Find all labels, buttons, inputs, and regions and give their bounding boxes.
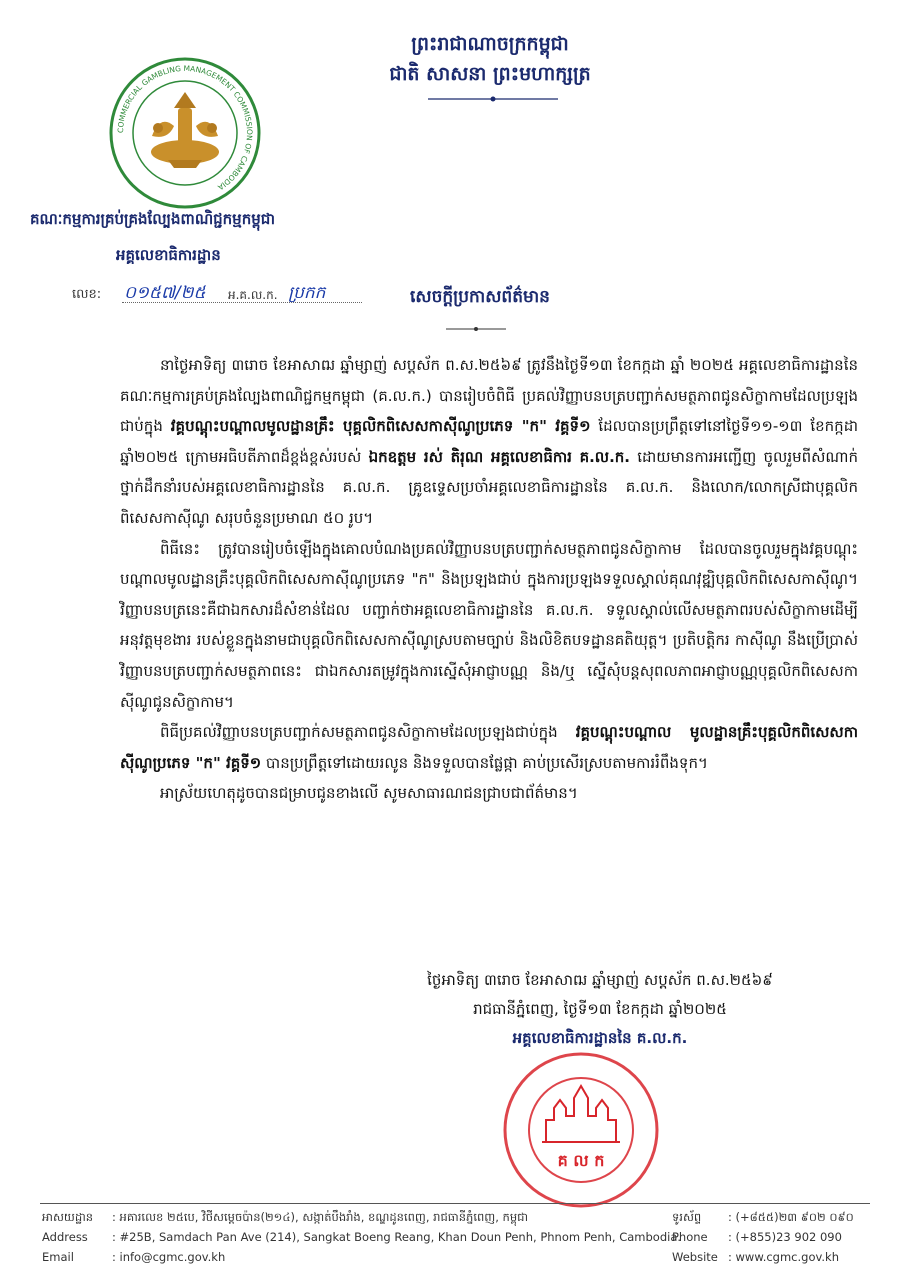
website-link[interactable]: : www.cgmc.gov.kh (728, 1250, 840, 1264)
closing-block (360, 966, 840, 1053)
email-link[interactable]: : info@cgmc.gov.kh (112, 1250, 226, 1264)
title-ornament (446, 326, 506, 332)
lunar-date: ថ្ងៃអាទិត្យ ៣រោច ខែអាសាឍ ឆ្នាំម្សាញ់ សប្តស័ក ព.ស.២៥៦៩ (427, 971, 773, 989)
p3-text-c: បានប្រព្រឹត្តទៅដោយរលូន និងទទួលបានផ្លែផ្កា គាប់ប្រសើរស្របតាមការរំពឹងទុក។ (261, 753, 708, 772)
kingdom-title: ព្រះរាជាណាចក្រកម្ពុជា (411, 33, 569, 55)
seal-ring-text: COMMERCIAL GAMBLING MANAGEMENT COMMISSION OF CAMBODIA (115, 63, 255, 192)
paragraph-1 (120, 350, 858, 534)
address: : #25B, Samdach Pan Ave (214), Sangkat Boeng Reang, Khan Doun Penh, Phnom Penh, Cambodia. (112, 1230, 682, 1244)
nation-religion-king: ជាតិ សាសនា ព្រះមហាក្សត្រ (389, 63, 591, 85)
reference-handwritten-number: ០១៥៧/២៥ (124, 283, 206, 303)
commission-seal-icon (108, 56, 262, 210)
phone: : (+855)23 902 090 (728, 1230, 842, 1244)
place-date: រាជធានីភ្នំពេញ, ថ្ងៃទី១៣ ខែកក្កដា ឆ្នាំ២០២៥ (473, 1000, 727, 1018)
reference-mid: អ.គ.ល.ក. (228, 288, 278, 302)
secretariat-name: អគ្គលេខាធិការដ្ឋាន (116, 246, 221, 264)
paragraph-3 (120, 717, 858, 778)
reference-label: លេខ: (72, 287, 102, 302)
p1-text-e: ដោយមានការអញ្ជើញ ចូលរួមពីសំណាក់ថ្នាក់ដឹកនាំរបស់អគ្គលេខាធិការដ្ឋាននៃ គ.ល.ក. គ្រូឧទ្ទេសប្រចាំអគ្គលេខាធិការដ្ឋាននៃ គ.ល.ក. និងលោក/លោកស្រីជាបុគ្គលិកពិសេសកាស៊ីណូ សរុបចំនួនប្រមាណ ៥០ រូប។ (120, 447, 858, 527)
address-km-label: អាសយដ្ឋាន (42, 1210, 94, 1224)
footer (42, 1210, 872, 1270)
organization-name: គណៈកម្មការគ្រប់គ្រងល្បែងពាណិជ្ជកម្មកម្ពុជា (30, 210, 276, 228)
p1-presiding-official: ឯកឧត្តម រស់ តិរុណ អគ្គលេខាធិការ គ.ល.ក. (368, 447, 630, 466)
official-stamp-icon (486, 1050, 676, 1210)
footer-row-contact (42, 1250, 872, 1270)
footer-row-km (42, 1210, 872, 1230)
p1-course-name: វគ្គបណ្តុះបណ្តាលមូលដ្ឋានគ្រឹះ បុគ្គលិកពិសេសកាស៊ីណូប្រភេទ "ក" វគ្គទី១ (170, 417, 591, 436)
reference-number (70, 282, 370, 308)
p3-course-name: វគ្គបណ្តុះបណ្តាល មូលដ្ឋានគ្រឹះបុគ្គលិកពិសេសកាស៊ីណូប្រភេទ "ក" វគ្គទី១ (120, 723, 858, 772)
website-label: Website (672, 1250, 718, 1264)
p1-text-c: ដែលបានប្រព្រឹត្តទៅនៅថ្ងៃទី១១-១៣ ខែកក្កដា ឆ្នាំ២០២៥ ក្រោមអធិបតីភាពដ៏ខ្ពង់ខ្ពស់របស់ (120, 417, 858, 466)
document-title: សេចក្តីប្រកាសព័ត៌មាន (410, 287, 550, 307)
paragraph-2: ពិធីនេះ ត្រូវបានរៀបចំឡើងក្នុងគោលបំណងប្រគល់វិញ្ញាបនបត្របញ្ជាក់សមត្ថភាពជូនសិក្ខាកាម ដែលបានចូលរួមក្នុងវគ្គបណ្តុះបណ្តាលមូលដ្ឋានគ្រឹះបុគ្គលិកពិសេសកាស៊ីណូប្រភេទ "ក" និងប្រឡងជាប់ ក្នុងការប្រឡងទទួលស្គាល់គុណវុឌ្ឍិបុគ្គលិកពិសេសកាស៊ីណូ។ វិញ្ញាបនបត្រនេះគឺជាឯកសារដ៏សំខាន់ដែល បញ្ជាក់ថាអគ្គលេខាធិការដ្ឋាននៃ គ.ល.ក. ទទួលស្គាល់លើសមត្ថភាពរបស់សិក្ខាកាមដើម្បីអនុវត្តមុខងារ របស់ខ្លួនក្នុងនាមជាបុគ្គលិកពិសេសកាស៊ីណូស្របតាមច្បាប់ និងលិខិតបទដ្ឋានគតិយុត្ត។ ប្រតិបត្តិករ កាស៊ីណូ នឹងប្រើប្រាស់វិញ្ញាបនបត្របញ្ជាក់សមត្ថភាពនេះ ជាឯកសារតម្រូវក្នុងការស្នើសុំអាជ្ញាបណ្ណ និង/ឬ ស្នើសុំបន្តសុពលភាពអាជ្ញាបណ្ណបុគ្គលិកពិសេសកាស៊ីណូជូនសិក្ខាកាម។ (120, 539, 858, 711)
signatory: អគ្គលេខាធិការដ្ឋាននៃ គ.ល.ក. (512, 1029, 688, 1047)
p3-text-a: ពិធីប្រគល់វិញ្ញាបនបត្របញ្ជាក់សមត្ថភាពជូនសិក្ខាកាមដែលប្រឡងជាប់ក្នុង (160, 723, 576, 742)
phone-label: Phone (672, 1230, 708, 1244)
reference-handwritten-code: ប្រកក (288, 283, 326, 303)
phone-km: : (+៨៥៥)២៣ ៩០២ ០៩០ (728, 1210, 854, 1224)
stamp-center-text: គ ល ក (557, 1151, 605, 1170)
phone-km-label: ទូរស័ព្ទ (672, 1210, 702, 1224)
header-ornament (428, 96, 558, 102)
address-km: : អគារលេខ ២៥បេ, វិថីសម្តេចប៉ាន(២១៤), សង្កាត់បឹងរាំង, ខណ្ឌដូនពេញ, រាជធានីភ្នំពេញ, កម្ពុជា (112, 1210, 529, 1224)
email-label: Email (42, 1250, 74, 1264)
footer-row-en (42, 1230, 872, 1250)
p1-text-a: នាថ្ងៃអាទិត្យ ៣រោច ខែអាសាឍ ឆ្នាំម្សាញ់ សប្តស័ក ព.ស.២៥៦៩ ត្រូវនឹងថ្ងៃទី១៣ ខែកក្កដា ឆ្នាំ ២០២៥ អគ្គលេខាធិការដ្ឋាននៃគណៈកម្មការគ្រប់គ្រងល្បែងពាណិជ្ជកម្មកម្ពុជា (គ.ល.ក.) បានរៀបចំពិធី ប្រគល់វិញ្ញាបនបត្របញ្ជាក់សមត្ថភាពជូនសិក្ខាកាមដែលប្រឡងជាប់ក្នុង (120, 356, 858, 436)
reference-dotted-line (122, 302, 362, 303)
document-body (120, 350, 858, 809)
footer-divider (40, 1203, 870, 1204)
paragraph-4: អាស្រ័យហេតុដូចបានជម្រាបជូនខាងលើ សូមសាធារណជនជ្រាបជាព័ត៌មាន។ (160, 784, 578, 803)
address-label: Address (42, 1230, 88, 1244)
